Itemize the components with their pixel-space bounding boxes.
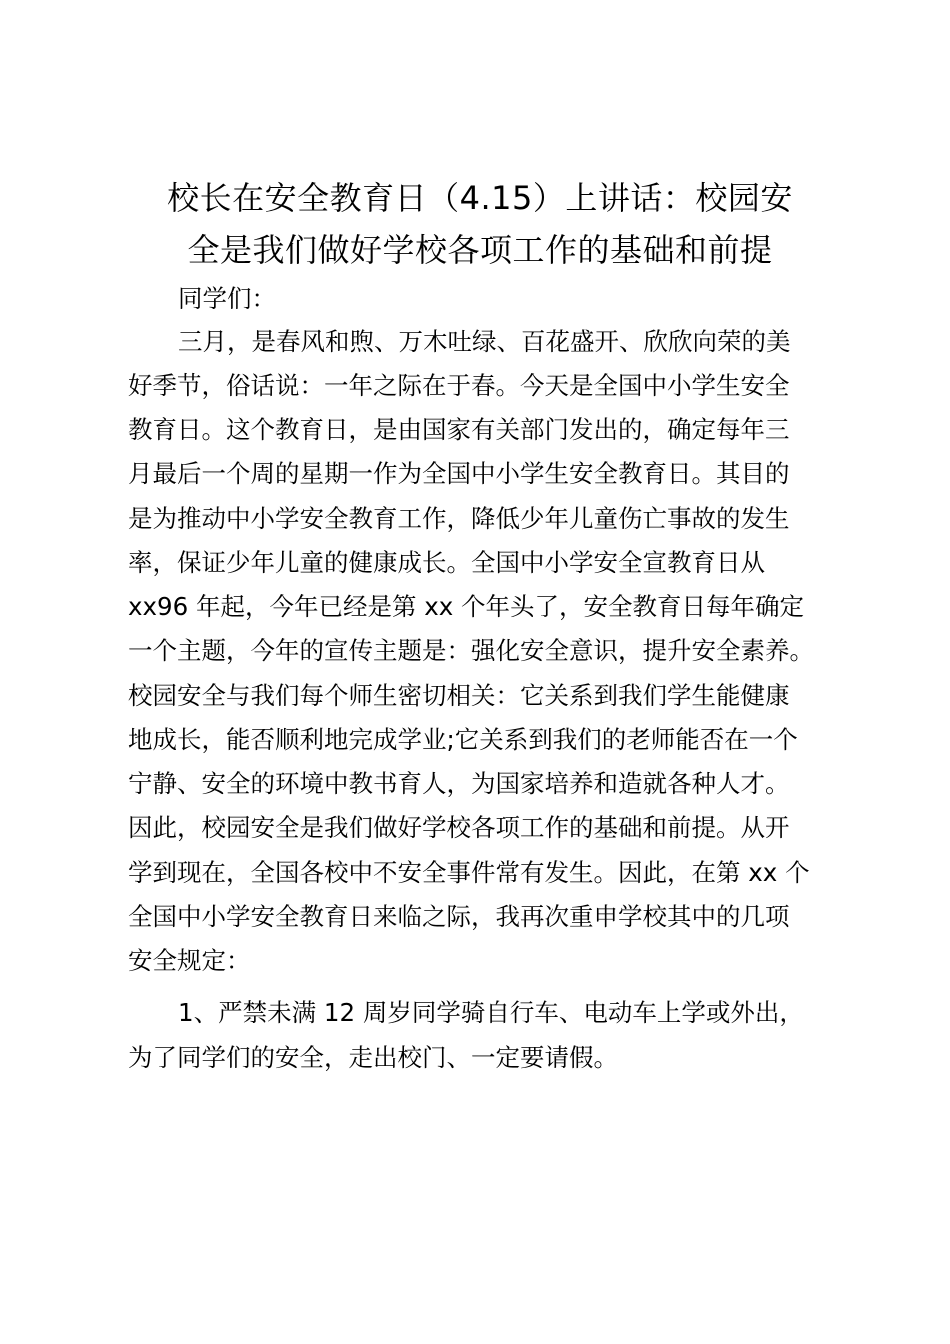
title-line: 校长在安全教育日（4.15）上讲话：校园安 — [167, 179, 793, 217]
paragraph-line: 地成长，能否顺利地完成学业;它关系到我们的老师能否在一个 — [128, 725, 798, 754]
paragraph-line: 好季节，俗话说：一年之际在于春。今天是全国中小学生安全 — [128, 371, 790, 400]
paragraph-line: xx96 年起，今年已经是第 xx 个年头了，安全教育日每年确定 — [128, 592, 805, 621]
paragraph-line: 安全规定： — [128, 946, 251, 975]
rule-line: 为了同学们的安全，走出校门、一定要请假。 — [128, 1043, 618, 1072]
paragraph-line: 全国中小学安全教育日来临之际，我再次重申学校其中的几项 — [128, 902, 790, 931]
paragraph-line: 月最后一个周的星期一作为全国中小学生安全教育日。其目的 — [128, 459, 790, 488]
title-line: 全是我们做好学校各项工作的基础和前提 — [187, 231, 773, 269]
paragraph-line: 是为推动中小学安全教育工作，降低少年儿童伤亡事故的发生 — [128, 504, 790, 533]
salutation: 同学们： — [178, 284, 276, 313]
paragraph-line: 宁静、安全的环境中教书育人，为国家培养和造就各种人才。 — [128, 769, 790, 798]
paragraph-line: 因此，校园安全是我们做好学校各项工作的基础和前提。从开 — [128, 813, 790, 842]
document-title — [128, 172, 832, 276]
paragraph-line: 率，保证少年儿童的健康成长。全国中小学安全宣教育日从 — [128, 548, 765, 577]
rule-line: 1、严禁未满 12 周岁同学骑自行车、电动车上学或外出， — [178, 998, 804, 1027]
paragraph-line: 三月，是春风和煦、万木吐绿、百花盛开、欣欣向荣的美 — [178, 327, 791, 356]
paragraph-line: 学到现在，全国各校中不安全事件常有发生。因此，在第 xx 个 — [128, 858, 810, 887]
paragraph-line: 校园安全与我们每个师生密切相关：它关系到我们学生能健康 — [128, 681, 790, 710]
paragraph-line: 一个主题，今年的宣传主题是：强化安全意识，提升安全素养。 — [128, 636, 814, 665]
paragraph-line: 教育日。这个教育日，是由国家有关部门发出的，确定每年三 — [128, 415, 790, 444]
